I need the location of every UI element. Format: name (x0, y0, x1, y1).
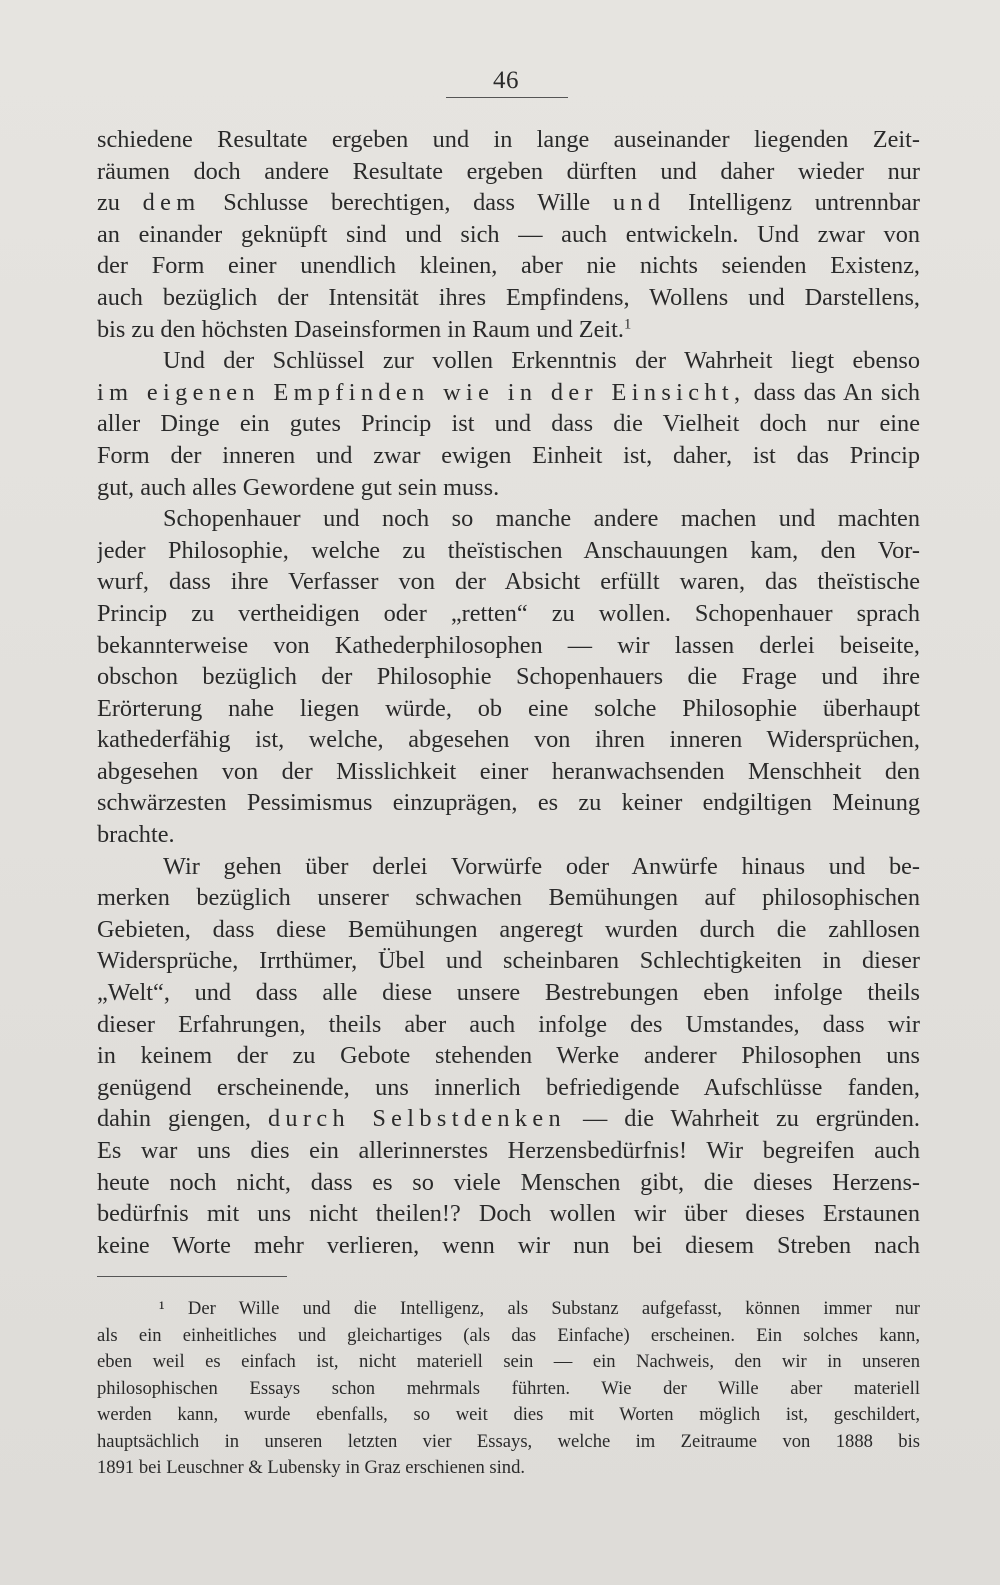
text-line: dahin giengen, durch Selbstdenken — die Wahrheit zu ergründen. (97, 1105, 920, 1133)
text-line: heute noch nicht, dass es so viele Menschen gibt, die dieses Herzens- (97, 1168, 920, 1196)
text-line: brachte. (97, 821, 175, 849)
footnote-line: werden kann, wurde ebenfalls, so weit dies mit Worten möglich ist, geschildert, (97, 1404, 920, 1425)
text-line: bekannterweise von Kathederphilosophen — wir lassen derlei beiseite, (97, 631, 920, 659)
footnote-line: 1891 bei Leuschner & Lubensky in Graz erschienen sind. (97, 1457, 526, 1478)
text-line: räumen doch andere Resultate ergeben dürften und daher wieder nur (97, 157, 920, 185)
text-line: Gebieten, dass diese Bemühungen angeregt wurden durch die zahllosen (97, 915, 920, 943)
text-line: jeder Philosophie, welche zu theïstischen Anschauungen kam, den Vor- (97, 536, 920, 564)
footnote-line: ¹ Der Wille und die Intelligenz, als Substanz aufgefasst, können immer nur (159, 1298, 920, 1319)
text-line: Erörterung nahe liegen würde, ob eine solche Philosophie überhaupt (97, 694, 920, 722)
footnote-line: philosophischen Essays schon mehrmals führten. Wie der Wille aber materiell (97, 1377, 920, 1399)
text-line: auch bezüglich der Intensität ihres Empfindens, Wollens und Darstellens, (97, 283, 920, 311)
footnote-marker[interactable]: 1 (624, 315, 632, 332)
text-line: keine Worte mehr verlieren, wenn wir nun bei diesem Streben nach (97, 1231, 920, 1259)
header-rule (446, 97, 568, 98)
text-line: aller Dinge ein gutes Princip ist und dass die Vielheit doch nur eine (97, 410, 920, 438)
text-line: Princip zu vertheidigen oder „retten“ zu wollen. Schopenhauer sprach (97, 599, 920, 627)
text-line: schwärzesten Pessimismus einzuprägen, es zu keiner endgiltigen Meinung (97, 789, 920, 817)
text-line: der Form einer unendlich kleinen, aber nie nichts seienden Existenz, (97, 252, 920, 280)
text-line: zu dem Schlusse berechtigen, dass Wille und Intelligenz untrennbar (97, 189, 920, 217)
text-line: im eigenen Empfinden wie in der Einsicht, dass das An sich (97, 378, 920, 406)
text-line (97, 314, 920, 346)
text-line: Schopenhauer und noch so manche andere machen und machten (163, 505, 920, 533)
text-line: kathederfähig ist, welche, abgesehen von ihren inneren Widersprüchen, (97, 726, 920, 754)
text-line: an einander geknüpft sind und sich — auch entwickeln. Und zwar von (97, 220, 920, 248)
footnote-rule (97, 1276, 287, 1277)
text-line: abgesehen von der Misslichkeit einer heranwachsenden Menschheit den (97, 757, 920, 785)
text-line: Und der Schlüssel zur vollen Erkenntnis der Wahrheit liegt ebenso (163, 347, 920, 375)
text-line: schiedene Resultate ergeben und in lange auseinander liegenden Zeit- (97, 126, 920, 153)
text-line-content: bis zu den höchsten Daseinsformen in Raum und Zeit. (97, 315, 624, 343)
text-line: bedürfnis mit uns nicht theilen!? Doch wollen wir über dieses Erstaunen (97, 1200, 920, 1228)
text-line: Widersprüche, Irrthümer, Übel und scheinbaren Schlechtigkeiten in dieser (97, 947, 920, 975)
text-line: Form der inneren und zwar ewigen Einheit ist, daher, ist das Princip (97, 441, 920, 469)
text-line: merken bezüglich unserer schwachen Bemühungen auf philosophischen (97, 884, 920, 912)
footnote-line: eben weil es einfach ist, nicht materiell sein — ein Nachweis, den wir in unseren (97, 1351, 920, 1372)
text-line: wurf, dass ihre Verfasser von der Absicht erfüllt waren, das theïstische (97, 568, 920, 596)
text-line: gut, auch alles Gewordene gut sein muss. (97, 473, 500, 501)
text-line: „Welt“, und dass alle diese unsere Bestrebungen eben infolge theils (97, 979, 920, 1007)
text-line: genügend erscheinende, uns innerlich befriedigende Aufschlüsse fanden, (97, 1073, 920, 1101)
footnote-line: als ein einheitliches und gleichartiges (als das Einfache) erscheinen. Ein solches kann, (97, 1324, 920, 1346)
footnote-line: hauptsächlich in unseren letzten vier Essays, welche im Zeitraume von 1888 bis (97, 1430, 920, 1452)
page-number: 46 (493, 67, 519, 94)
text-line: obschon bezüglich der Philosophie Schopenhauers die Frage und ihre (97, 663, 920, 691)
footnotes (97, 1296, 920, 1482)
text-line: Wir gehen über derlei Vorwürfe oder Anwürfe hinaus und be- (163, 852, 920, 880)
body-text (97, 124, 920, 1261)
text-line: dieser Erfahrungen, theils aber auch infolge des Umstandes, dass wir (97, 1010, 920, 1038)
text-line: Es war uns dies ein allerinnerstes Herzensbedürfnis! Wir begreifen auch (97, 1137, 920, 1164)
text-line: in keinem der zu Gebote stehenden Werke anderer Philosophen uns (97, 1042, 920, 1070)
